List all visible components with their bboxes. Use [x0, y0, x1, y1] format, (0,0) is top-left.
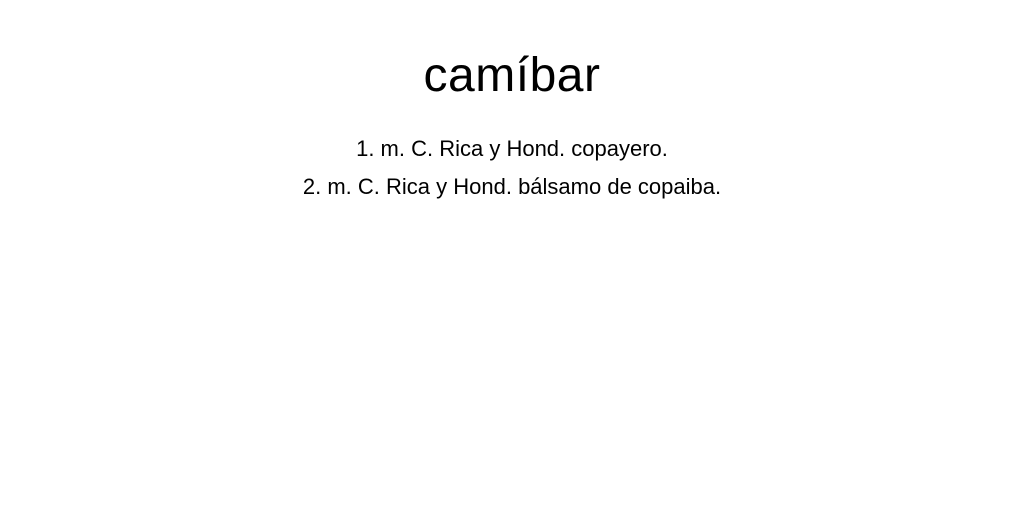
- headword: camíbar: [423, 49, 601, 102]
- dictionary-entry: [0, 0, 1024, 206]
- definition-list: [0, 104, 1024, 206]
- definition-item: 1. m. C. Rica y Hond. copayero.: [356, 136, 668, 161]
- definition-item: 2. m. C. Rica y Hond. bálsamo de copaiba.: [302, 174, 722, 199]
